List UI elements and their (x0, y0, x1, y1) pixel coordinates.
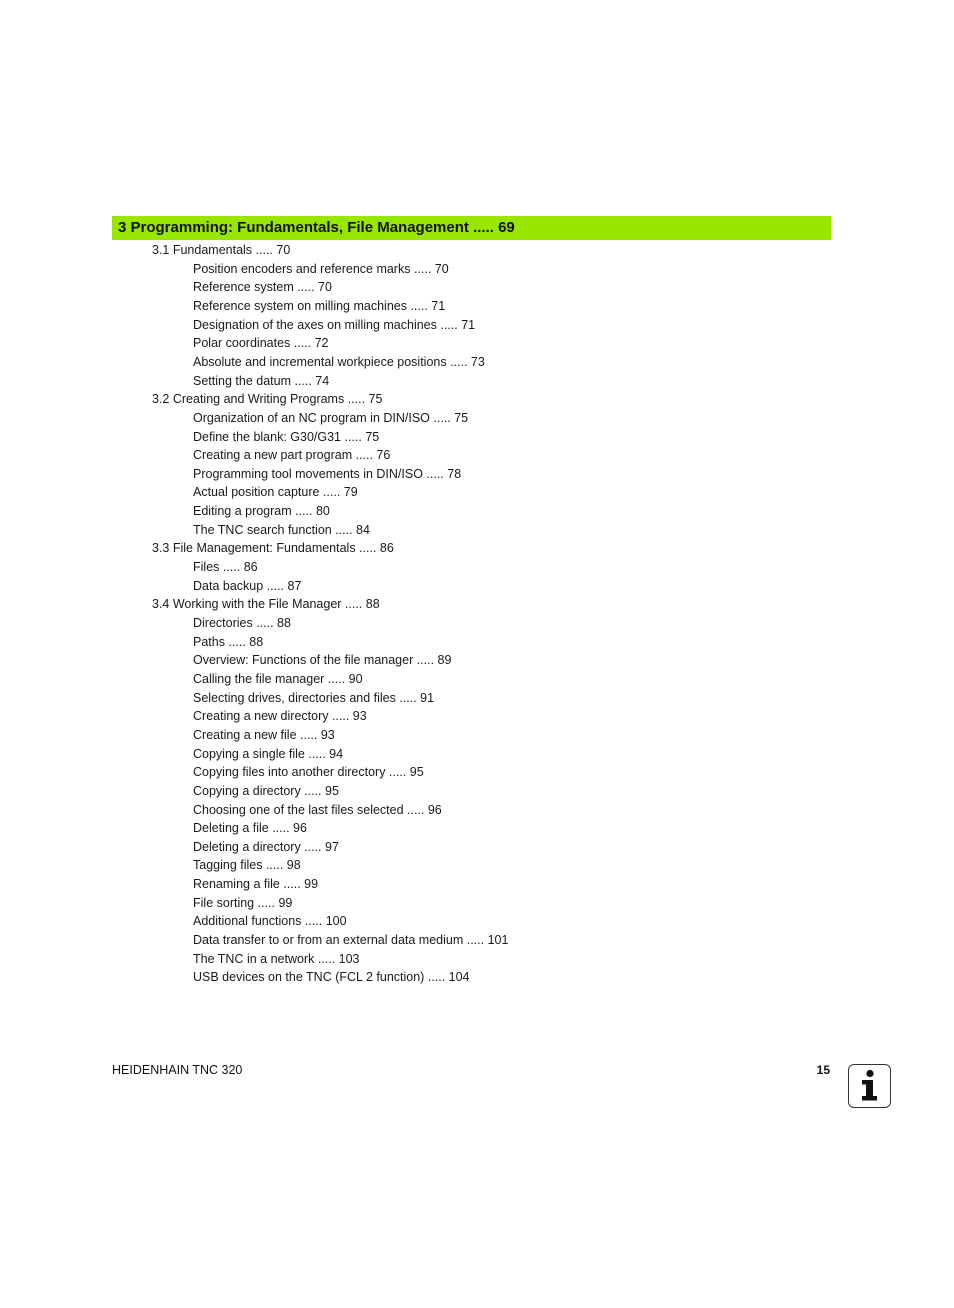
toc-subsection-entry[interactable]: Creating a new directory ..... 93 (193, 709, 367, 724)
toc-subsection-entry[interactable]: Deleting a directory ..... 97 (193, 839, 339, 854)
toc-subsection-entry[interactable]: Position encoders and reference marks ..... 70 (193, 261, 449, 276)
toc-subsection-entry[interactable]: Data transfer to or from an external data medium ..... 101 (193, 933, 509, 947)
info-icon (848, 1064, 891, 1108)
toc-subsection-entry[interactable]: The TNC search function ..... 84 (193, 522, 370, 537)
toc-subsection-entry[interactable]: Tagging files ..... 98 (193, 858, 301, 873)
toc-subsection-entry[interactable]: Programming tool movements in DIN/ISO ..... 78 (193, 466, 462, 481)
toc-subsection-entry[interactable]: Absolute and incremental workpiece positions ..... 73 (193, 354, 485, 369)
toc-subsection-entry[interactable]: Files ..... 86 (193, 560, 258, 574)
toc-subsection-entry[interactable]: Additional functions ..... 100 (193, 914, 347, 929)
toc-subsection-entry[interactable]: Overview: Functions of the file manager ..... 89 (193, 653, 452, 668)
toc-subsection-entry[interactable]: Renaming a file ..... 99 (193, 877, 319, 892)
toc-subsection-entry[interactable]: File sorting ..... 99 (193, 895, 293, 910)
footer-manual-title: HEIDENHAIN TNC 320 (112, 1063, 243, 1077)
toc-subsection-entry[interactable]: Paths ..... 88 (193, 634, 264, 649)
toc-section-entry[interactable]: 3.1 Fundamentals ..... 70 (152, 243, 291, 257)
toc-subsection-entry[interactable]: Choosing one of the last files selected ..... 96 (193, 802, 442, 817)
chapter-header-bar (112, 216, 831, 240)
toc-subsection-entry[interactable]: Selecting drives, directories and files ..... 91 (193, 690, 435, 705)
toc-subsection-entry[interactable]: Editing a program ..... 80 (193, 504, 330, 519)
toc-subsection-entry[interactable]: Designation of the axes on milling machines ..... 71 (193, 317, 476, 332)
toc-section-entry[interactable]: 3.4 Working with the File Manager ..... 88 (152, 597, 380, 612)
toc-subsection-entry[interactable]: Copying a directory ..... 95 (193, 783, 339, 798)
toc-subsection-entry[interactable]: Creating a new part program ..... 76 (193, 448, 391, 463)
page-number: 15 (816, 1063, 830, 1077)
toc-subsection-entry[interactable]: Setting the datum ..... 74 (193, 373, 330, 388)
toc-section-entry[interactable]: 3.2 Creating and Writing Programs ..... 75 (152, 392, 383, 407)
toc-subsection-entry[interactable]: Polar coordinates ..... 72 (193, 336, 329, 351)
toc-subsection-entry[interactable]: Copying files into another directory ..... 95 (193, 765, 424, 780)
toc-subsection-entry[interactable]: USB devices on the TNC (FCL 2 function) ..... 104 (193, 970, 470, 985)
toc-subsection-entry[interactable]: Organization of an NC program in DIN/ISO ..... 75 (193, 410, 469, 425)
toc-subsection-entry[interactable]: Directories ..... 88 (193, 616, 291, 630)
toc-subsection-entry[interactable]: The TNC in a network ..... 103 (193, 951, 360, 966)
toc-subsection-entry[interactable]: Reference system ..... 70 (193, 280, 332, 295)
toc-subsection-entry[interactable]: Deleting a file ..... 96 (193, 821, 307, 836)
toc-subsection-entry[interactable]: Creating a new file ..... 93 (193, 727, 335, 742)
chapter-title[interactable]: 3 Programming: Fundamentals, File Management ..... 69 (118, 219, 515, 236)
toc-subsection-entry[interactable]: Actual position capture ..... 79 (193, 485, 358, 500)
toc-subsection-entry[interactable]: Define the blank: G30/G31 ..... 75 (193, 429, 380, 444)
toc-subsection-entry[interactable]: Copying a single file ..... 94 (193, 746, 344, 761)
toc-section-entry[interactable]: 3.3 File Management: Fundamentals ..... 86 (152, 541, 394, 556)
toc-subsection-entry[interactable]: Reference system on milling machines ..... 71 (193, 298, 446, 313)
toc-subsection-entry[interactable]: Calling the file manager ..... 90 (193, 672, 363, 686)
toc-subsection-entry[interactable]: Data backup ..... 87 (193, 578, 302, 593)
